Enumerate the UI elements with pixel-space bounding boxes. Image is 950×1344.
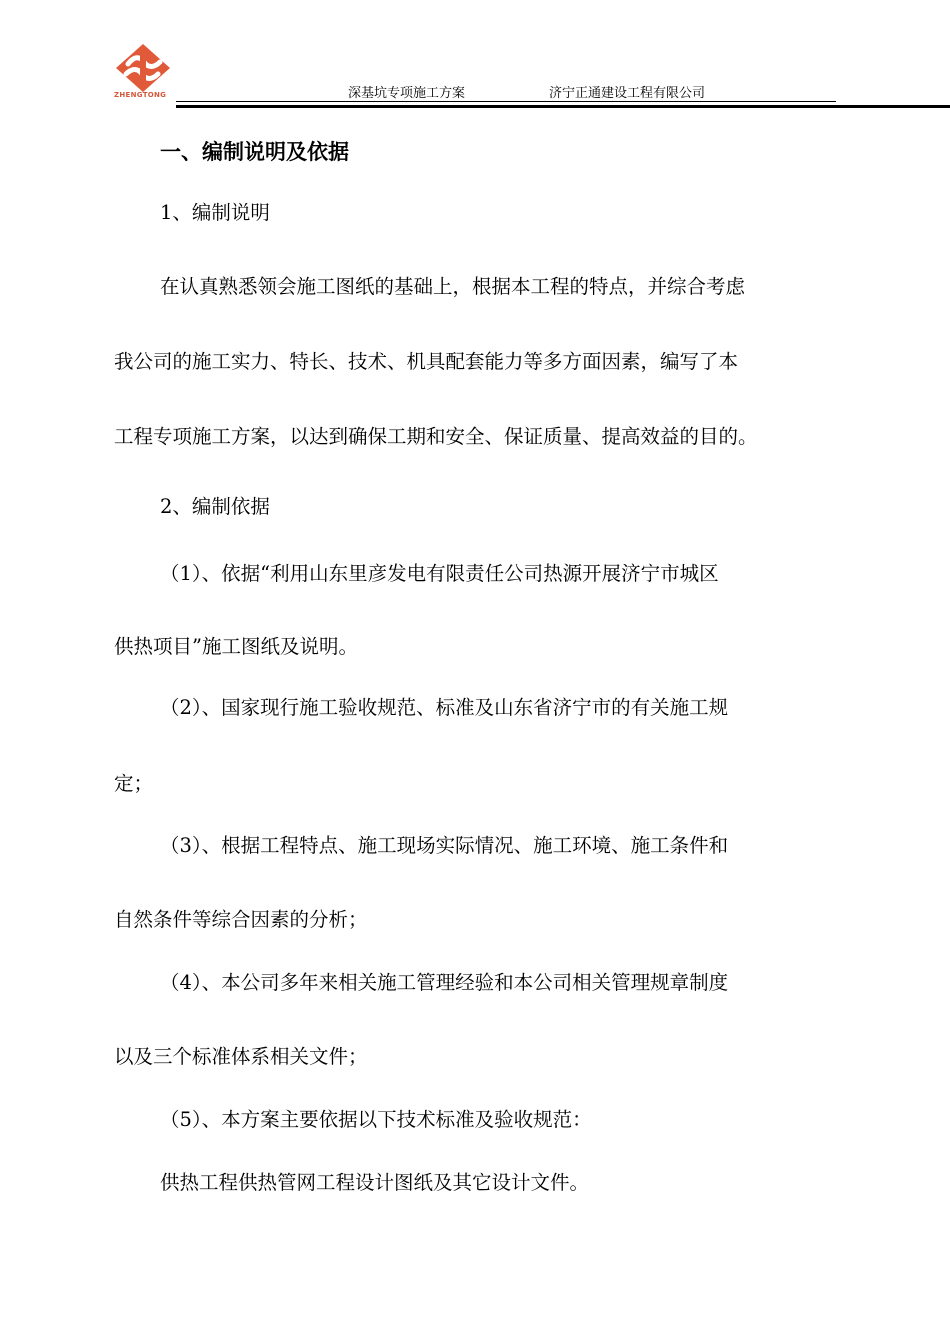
header-rule-thick xyxy=(176,105,950,108)
paragraph-line: 我公司的施工实力、特长、技术、机具配套能力等多方面因素，编写了本 xyxy=(114,350,739,373)
final-paragraph: 供热工程供热管网工程设计图纸及其它设计文件。 xyxy=(160,1171,590,1194)
section-heading: 一、编制说明及依据 xyxy=(160,140,349,164)
subsection-heading-1: 1、编制说明 xyxy=(160,201,270,224)
basis-item-3-line-1: （3）、根据工程特点、施工现场实际情况、施工环境、施工条件和 xyxy=(160,834,729,857)
header-rule-thin xyxy=(176,101,836,102)
header-document-title: 深基坑专项施工方案 xyxy=(348,86,466,101)
subsection-heading-2: 2、编制依据 xyxy=(160,495,270,518)
zhengtong-logo-icon xyxy=(110,42,176,94)
paragraph-line: 工程专项施工方案，以达到确保工期和安全、保证质量、提高效益的目的。 xyxy=(114,425,758,448)
basis-item-3-line-2: 自然条件等综合因素的分析； xyxy=(114,908,368,931)
basis-item-2-line-1: （2）、国家现行施工验收规范、标准及山东省济宁市的有关施工规 xyxy=(160,696,729,719)
basis-item-2-line-2: 定； xyxy=(114,772,154,795)
basis-item-1-line-2: 供热项目”施工图纸及说明。 xyxy=(114,635,358,658)
basis-item-5: （5）、本方案主要依据以下技术标准及验收规范： xyxy=(160,1108,592,1131)
basis-item-1-line-1: （1）、依据“利用山东里彦发电有限责任公司热源开展济宁市城区 xyxy=(160,562,719,585)
logo-wordmark: ZHENGTONG xyxy=(114,91,167,99)
basis-item-4-line-1: （4）、本公司多年来相关施工管理经验和本公司相关管理规章制度 xyxy=(160,971,729,994)
header-company-name: 济宁正通建设工程有限公司 xyxy=(549,86,706,101)
paragraph-line: 在认真熟悉领会施工图纸的基础上，根据本工程的特点，并综合考虑 xyxy=(160,275,746,298)
basis-item-4-line-2: 以及三个标准体系相关文件； xyxy=(114,1045,368,1068)
